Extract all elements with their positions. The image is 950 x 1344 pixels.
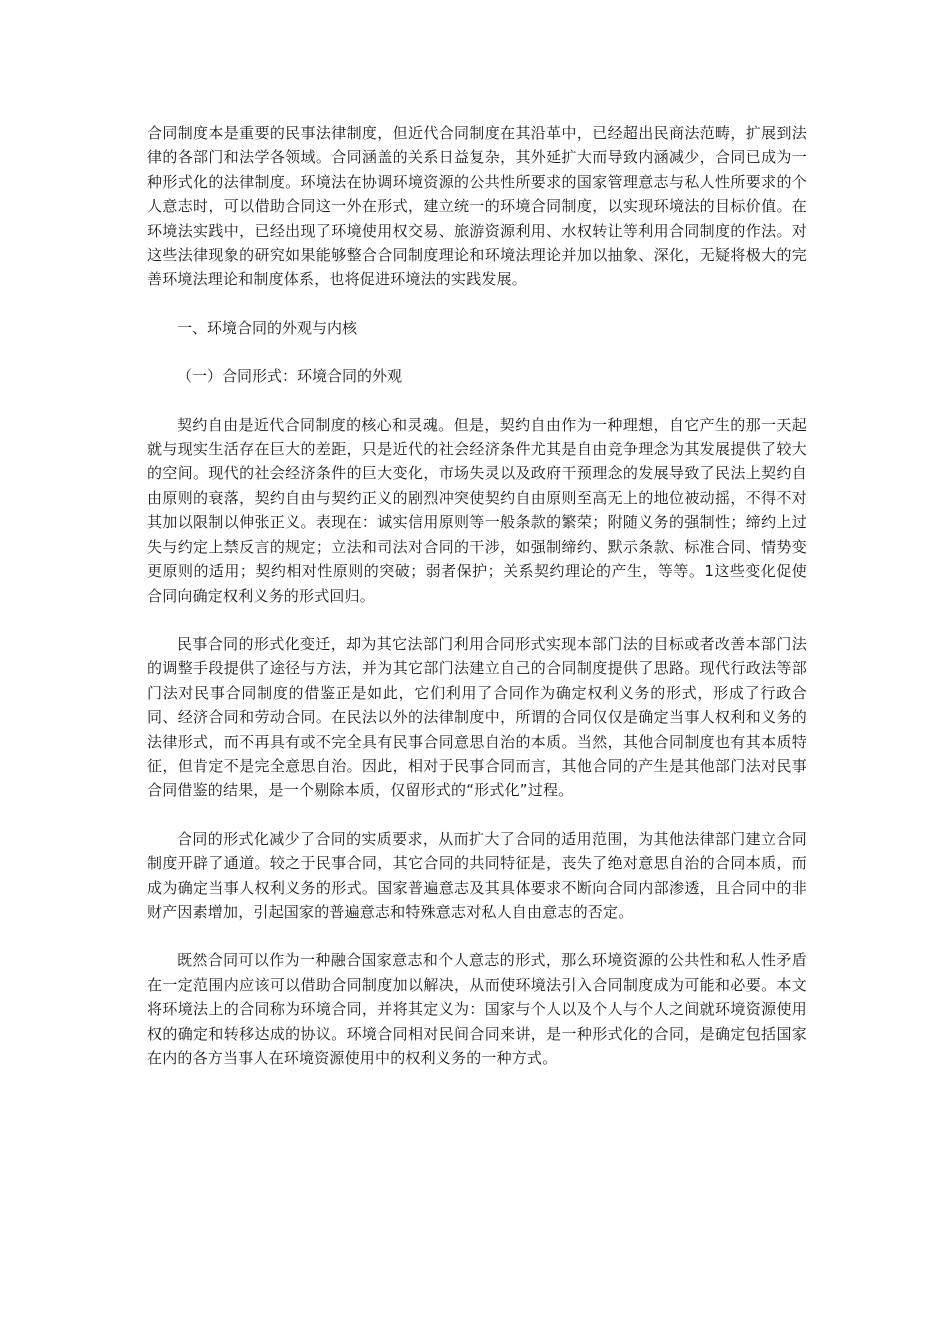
subsection-heading: （一）合同形式：环境合同的外观 — [177, 367, 403, 386]
spacer — [147, 803, 807, 827]
body-paragraph-2: 民事合同的形式化变迁，却为其它法部门利用合同形式实现本部门法的目标或者改善本部门法的调整手段提供了途径与方法，并为其它部门法建立自己的合同制度提供了思路。现代行政法等部门法对民事合同制度的借鉴正是如此，它们利用了合同作为确定权利义务的形式，形成了行政合同、经济合同和劳动合同。在民法以外的法律制度中，所谓的合同仅仅是确定当事人权利和义务的法律形式，而不再具有或不完全具有民事合同意思自治的本质。当然，其他合同制度也有其本质特征，但肯定不是完全意思自治。因此，相对于民事合同而言，其他合同的产生是其他部门法对民事合同借鉴的结果，是一个剔除本质，仅留形式的“形式化”过程。 — [147, 634, 807, 800]
body-paragraph-3: 合同的形式化减少了合同的实质要求，从而扩大了合同的适用范围，为其他法律部门建立合同制度开辟了通道。较之于民事合同，其它合同的共同特征是，丧失了绝对意思自治的合同本质，而成为确定当事人权利义务的形式。国家普遍意志及其具体要求不断向合同内部渗透，且合同中的非财产因素增加，引起国家的普遍意志和特殊意志对私人自由意志的否定。 — [147, 829, 807, 921]
spacer — [147, 608, 807, 632]
spacer — [147, 340, 807, 364]
body-paragraph-4: 既然合同可以作为一种融合国家意志和个人意志的形式，那么环境资源的公共性和私人性矛盾在一定范围内应该可以借助合同制度加以解决，从而使环境法引入合同制度成为可能和必要。本文将环境法上的合同称为环境合同，并将其定义为：国家与个人以及个人与个人之间就环境资源使用权的确定和转移达成的协议。环境合同相对民间合同来讲，是一种形式化的合同，是确定包括国家在内的各方当事人在环境资源使用中的权利义务的一种方式。 — [147, 951, 807, 1067]
paragraph-text: 这些变化促使合同向确定权利义务的形式回归。 — [147, 562, 807, 605]
body-paragraph-1 — [147, 413, 807, 608]
intro-paragraph: 合同制度本是重要的民事法律制度，但近代合同制度在其沿革中，已经超出民商法范畴，扩展到法律的各部门和法学各领域。合同涵盖的关系日益复杂，其外延扩大而导致内涵减少，合同已成为一种形式化的法律制度。环境法在协调环境资源的公共性所要求的国家管理意志与私人性所要求的个人意志时，可以借助合同这一外在形式，建立统一的环境合同制度，以实现环境法的目标价值。在环境法实践中，已经出现了环境使用权交易、旅游资源利用、水权转让等利用合同制度的作法。对这些法律现象的研究如果能够整合合同制度理论和环境法理论并加以抽象、深化，无疑将极大的完善环境法理论和制度体系，也将促进环境法的实践发展。 — [147, 124, 807, 289]
document-page — [147, 121, 807, 1070]
footnote-marker[interactable]: 1 — [704, 562, 715, 581]
spacer — [147, 924, 807, 948]
spacer — [147, 389, 807, 413]
section-heading: 一、环境合同的外观与内核 — [177, 318, 358, 337]
spacer — [147, 292, 807, 316]
paragraph-text: 契约自由是近代合同制度的核心和灵魂。但是，契约自由作为一种理想，自它产生的那一天起就与现实生活存在巨大的差距，只是近代的社会经济条件尤其是自由竞争理念为其发展提供了较大的空间。现代的社会经济条件的巨大变化，市场失灵以及政府干预理念的发展导致了民法上契约自由原则的衰落，契约自由与契约正义的剧烈冲突使契约自由原则至高无上的地位被动摇，不得不对其加以限制以伸张正义。表现在：诚实信用原则等一般条款的繁荣；附随义务的强制性；缔约上过失与约定上禁反言的规定；立法和司法对合同的干涉，如强制缔约、默示条款、标准合同、情势变更原则的适用；契约相对性原则的突破；弱者保护；关系契约理论的产生，等等。 — [147, 415, 807, 581]
